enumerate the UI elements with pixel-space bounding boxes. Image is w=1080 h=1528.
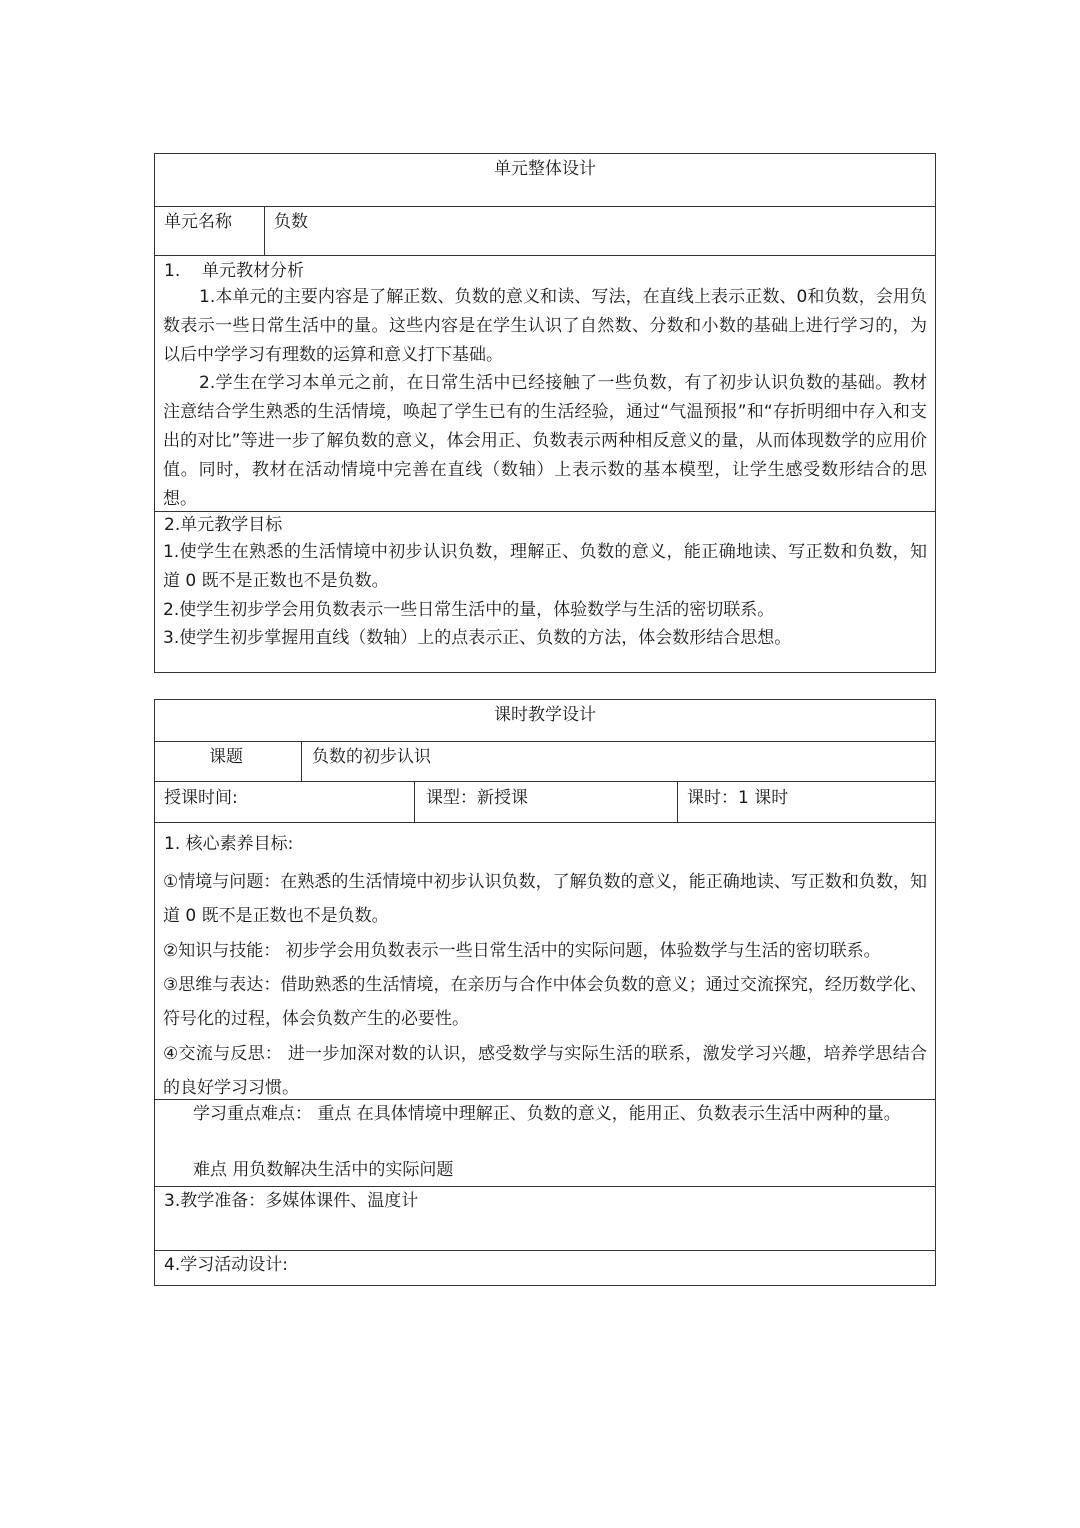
lesson-table-title: 课时教学设计 — [494, 705, 596, 725]
core-item: ④交流与反思： 进一步加深对数的认识，感受数学与实际生活的联系，激发学习兴趣，培养学思结合的良好学习习惯。 — [163, 1044, 927, 1098]
unit-table-title: 单元整体设计 — [494, 159, 596, 179]
unit-name-row — [155, 206, 935, 255]
core-item: ①情境与问题：在熟悉的生活情境中初步认识负数，了解负数的意义，能正确地读、写正数和负数，知道 0 既不是正数也不是负数。 — [163, 872, 927, 926]
teaching-prep: 3.教学准备：多媒体课件、温度计 — [164, 1191, 419, 1211]
core-goals-row — [155, 822, 935, 1099]
goal-item: 3.使学生初步掌握用直线（数轴）上的点表示正、负数的方法，体会数形结合思想。 — [163, 628, 792, 648]
topic-label: 课题 — [209, 747, 243, 767]
core-heading: 1. 核心素养目标: — [164, 834, 294, 854]
type-cell — [414, 782, 677, 822]
analysis-heading: 单元教材分析 — [202, 261, 304, 281]
goal-item: 1.使学生在熟悉的生活情境中初步认识负数，理解正、负数的意义，能正确地读、写正数和负数，知道 0 既不是正数也不是负数。 — [163, 542, 927, 591]
unit-name-value: 负数 — [274, 212, 308, 232]
goals-heading: 2.单元教学目标 — [164, 515, 283, 535]
core-item: ③思维与表达：借助熟悉的生活情境，在亲历与合作中体会负数的意义；通过交流探究，经历数学化、符号化的过程，体会负数产生的必要性。 — [163, 975, 927, 1029]
hours-cell — [677, 782, 935, 822]
lesson-title-row — [155, 700, 935, 741]
key-points: 学习重点难点： 重点 在具体情境中理解正、负数的意义，能用正、负数表示生活中两种的量。 — [193, 1104, 901, 1124]
activity-heading: 4.学习活动设计: — [164, 1255, 288, 1275]
topic-value: 负数的初步认识 — [312, 747, 431, 767]
prep-row — [155, 1186, 935, 1250]
activity-row — [155, 1250, 935, 1286]
type-label: 课型：新授课 — [426, 788, 528, 808]
topic-value-cell — [301, 742, 935, 781]
key-difficult-row — [155, 1099, 935, 1186]
analysis-paragraph-1: 1.本单元的主要内容是了解正数、负数的意义和读、写法，在直线上表示正数、0和负数，会用负数表示一些日常生活中的量。这些内容是在学生认识了自然数、分数和小数的基础上进行学习的，为以后中学学习有理数的运算和意义打下基础。 — [163, 287, 927, 365]
goal-item: 2.使学生初步学会用负数表示一些日常生活中的量，体验数学与生活的密切联系。 — [163, 600, 775, 620]
hours-label: 课时：1 课时 — [687, 788, 789, 808]
lesson-meta-row — [155, 781, 935, 822]
core-item: ②知识与技能： 初步学会用负数表示一些日常生活中的实际问题，体验数学与生活的密切联系。 — [163, 941, 881, 961]
time-label: 授课时间: — [164, 788, 238, 808]
unit-goals-row — [155, 511, 935, 674]
difficult-points: 难点 用负数解决生活中的实际问题 — [193, 1160, 454, 1180]
unit-analysis-row — [155, 255, 935, 511]
analysis-heading-num: 1. — [164, 261, 181, 281]
lesson-design-table — [154, 699, 936, 1286]
lesson-topic-row — [155, 741, 935, 781]
unit-title-row — [155, 154, 935, 206]
unit-design-table — [154, 153, 936, 673]
analysis-paragraph-2: 2.学生在学习本单元之前，在日常生活中已经接触了一些负数，有了初步认识负数的基础。教材注意结合学生熟悉的生活情境，唤起了学生已有的生活经验，通过“气温预报”和“存折明细中存入和支出的对比”等进一步了解负数的意义，体会用正、负数表示两种相反意义的量，从而体现数学的应用价值。同时，教材在活动情境中完善在直线（数轴）上表示数的基本模型，让学生感受数形结合的思想。 — [163, 373, 927, 509]
unit-name-label: 单元名称 — [164, 212, 232, 232]
unit-name-cell — [264, 207, 935, 255]
